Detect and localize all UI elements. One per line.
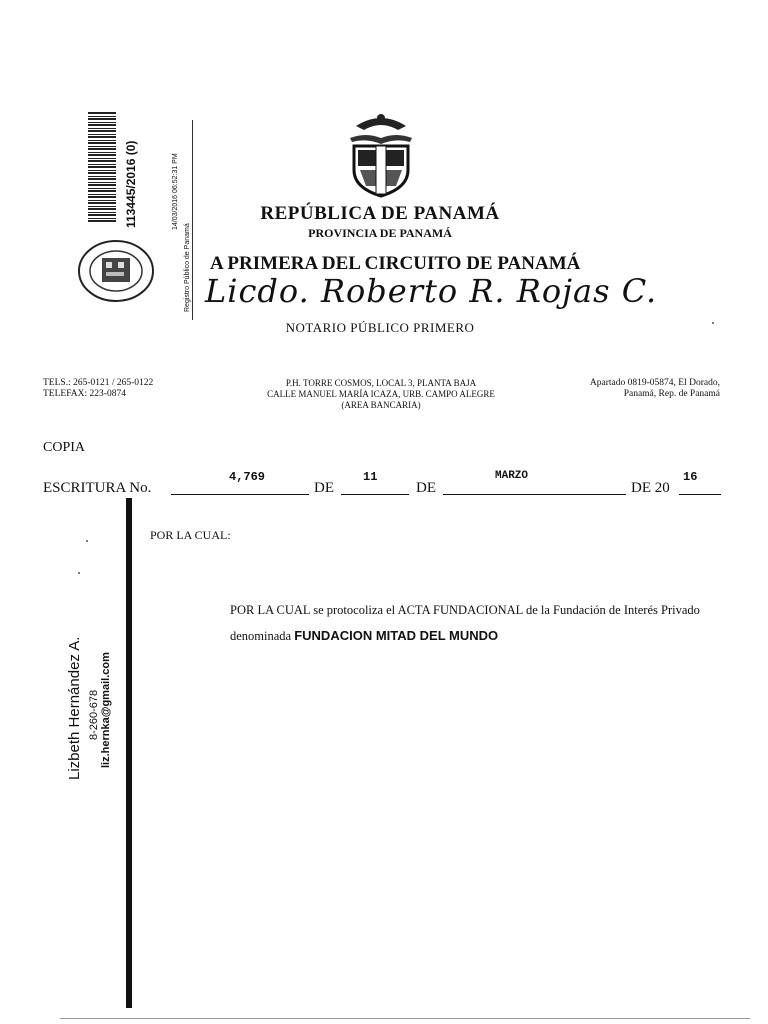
- de-label-1: DE: [314, 480, 334, 496]
- signatory-name: Lizbeth Hernández A.: [66, 636, 83, 780]
- signatory-id: 8-260-678: [88, 689, 100, 740]
- contact-po-box: [520, 378, 720, 400]
- body-text: POR LA CUAL se protocoliza el ACTA FUNDACIONAL de la Fundación de Interés Privado denominada: [230, 603, 700, 643]
- number-underline: [171, 494, 309, 495]
- escritura-number: 4,769: [229, 470, 266, 484]
- de-label-2: DE: [416, 480, 436, 496]
- year-prefix: DE 20: [631, 480, 670, 496]
- address-line-1: P.H. TORRE COSMOS, LOCAL 3, PLANTA BAJA: [285, 378, 477, 388]
- address-line-2: CALLE MANUEL MARÍA ICAZA, URB. CAMPO ALEGRE: [267, 389, 495, 399]
- po-line-2: Panamá, Rep. de Panamá: [623, 389, 720, 399]
- circuit-heading: A PRIMERA DEL CIRCUITO DE PANAMÁ: [210, 253, 581, 274]
- telefax: TELEFAX: 223-0874: [43, 389, 126, 399]
- day-underline: [341, 494, 409, 495]
- bottom-edge-line: [60, 1018, 750, 1019]
- registry-stamp-line: [192, 120, 193, 320]
- copia-label: COPIA: [43, 440, 86, 455]
- registry-datetime: 14/03/2016 06:52:31 PM: [172, 153, 179, 230]
- year-underline: [679, 494, 721, 495]
- por-la-cual-label: POR LA CUAL:: [150, 528, 231, 542]
- escritura-year-suffix: 16: [683, 470, 698, 484]
- body-paragraph: [230, 598, 720, 649]
- escritura-month: MARZO: [495, 470, 529, 482]
- registry-label: Registro Público de Panamá: [184, 223, 191, 312]
- vertical-rule: [126, 498, 132, 1008]
- contact-phones: [43, 378, 153, 400]
- po-line-1: Apartado 0819-05874, El Dorado,: [589, 378, 720, 388]
- notary-name: Licdo. Roberto R. Rojas C.: [205, 272, 658, 310]
- scan-speck: [86, 540, 88, 542]
- province-heading: PROVINCIA DE PANAMÁ: [308, 226, 452, 240]
- signatory-email: liz.hernka@gmail.com: [100, 652, 112, 768]
- month-underline: [443, 494, 626, 495]
- barcode-number: 113445/2016 (0): [124, 140, 138, 228]
- notary-title: NOTARIO PÚBLICO PRIMERO: [285, 320, 475, 335]
- escritura-row: [43, 470, 723, 498]
- tels: TELS.: 265-0121 / 265-0122: [43, 378, 154, 388]
- circular-seal-stamp: [76, 238, 156, 304]
- scan-speck: [712, 322, 714, 324]
- scan-speck: [78, 572, 80, 574]
- country-heading: REPÚBLICA DE PANAMÁ: [260, 203, 500, 224]
- address-line-3: (AREA BANCARIA): [341, 400, 421, 410]
- foundation-name: FUNDACION MITAD DEL MUNDO: [294, 628, 499, 643]
- escritura-label: ESCRITURA No.: [43, 480, 152, 496]
- escritura-day: 11: [363, 470, 378, 484]
- barcode: [88, 112, 116, 222]
- coat-of-arms-icon: [336, 108, 426, 200]
- contact-address: [236, 378, 526, 411]
